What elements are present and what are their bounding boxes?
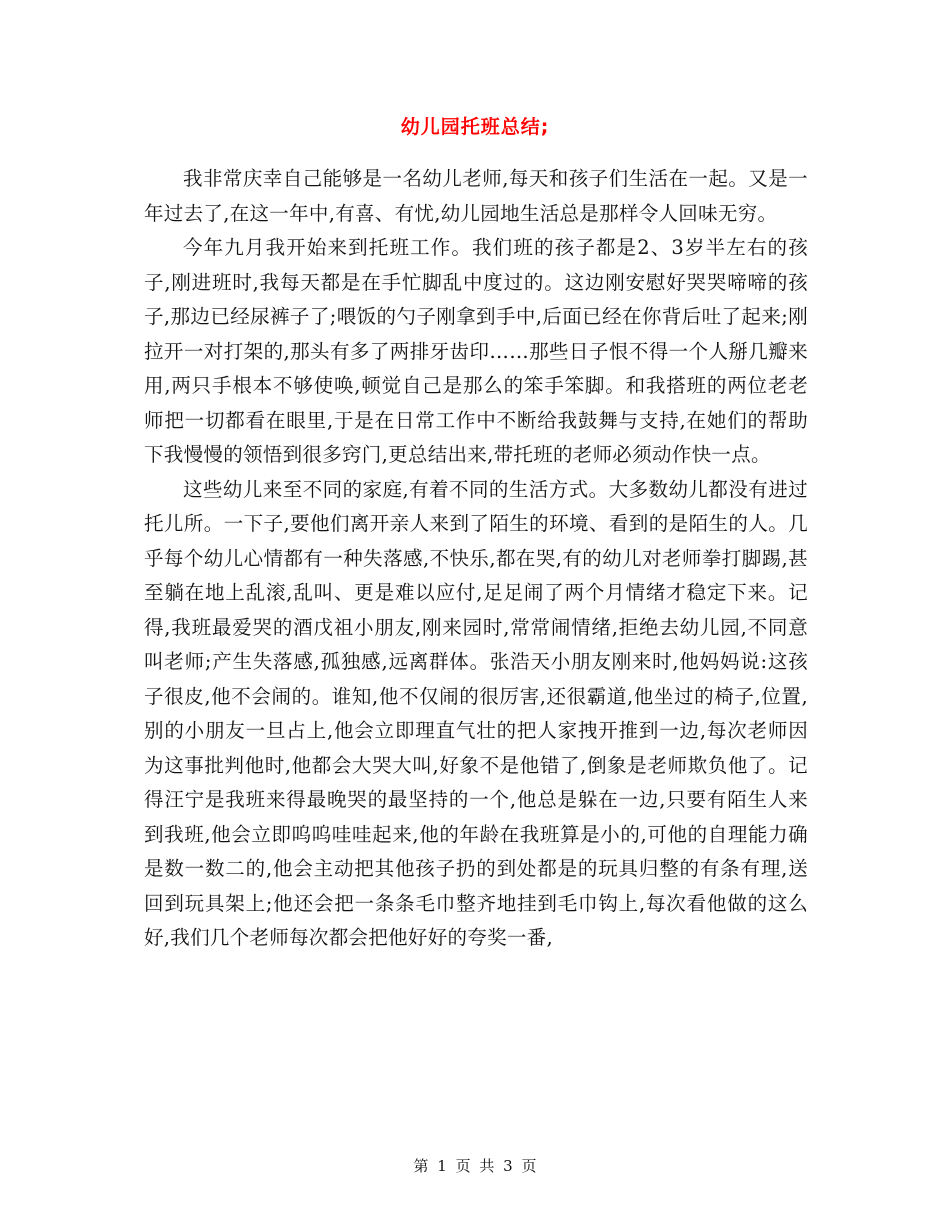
paragraph-3: 这些幼儿来至不同的家庭,有着不同的生活方式。大多数幼儿都没有进过托儿所。一下子,要他们离开亲人来到了陌生的环境、看到的是陌生的人。几乎每个幼儿心情都有一种失落感,不快乐,都在哭,有的幼儿对老师拳打脚踢,甚至躺在地上乱滚,乱叫、更是难以应付,足足闹了两个月情绪才稳定下来。记得,我班最爱哭的酒戊祖小朋友,刚来园时,常常闹情绪,拒绝去幼儿园,不同意叫老师;产生失落感,孤独感,远离群体。张浩天小朋友刚来时,他妈妈说:这孩子很皮,他不会闹的。谁知,他不仅闹的很厉害,还很霸道,他坐过的椅子,位置,别的小朋友一旦占上,他会立即理直气壮的把人家拽开推到一边,每次老师因为这事批判他时,他都会大哭大叫,好象不是他错了,倒象是老师欺负他了。记得汪宁是我班来得最晚哭的最坚持的一个,他总是躲在一边,只要有陌生人来到我班,他会立即呜呜哇哇起来,他的年龄在我班算是小的,可他的自理能力确是数一数二的,他会主动把其他孩子扔的到处都是的玩具归整的有条有理,送回到玩具架上;他还会把一条条毛巾整齐地挂到毛巾钩上,每次看他做的这么好,我们几个老师每次都会把他好好的夸奖一番, (144, 477, 808, 949)
document-body (144, 162, 808, 956)
document-title: 幼儿园托班总结; (400, 116, 550, 138)
page-footer: 第 1 页 共 3 页 (413, 1157, 537, 1175)
paragraph-2: 今年九月我开始来到托班工作。我们班的孩子都是2、3岁半左右的孩子,刚进班时,我每天都是在手忙脚乱中度过的。这边刚安慰好哭哭啼啼的孩子,那边已经尿裤子了;喂饭的勺子刚拿到手中,后面已经在你背后吐了起来;刚拉开一对打架的,那头有多了两排牙齿印……那些日子恨不得一个人掰几瓣来用,两只手根本不够使唤,顿觉自己是那么的笨手笨脚。和我搭班的两位老老师把一切都看在眼里,于是在日常工作中不断给我鼓舞与支持,在她们的帮助下我慢慢的领悟到很多窍门,更总结出来,带托班的老师必须动作快一点。 (144, 236, 808, 466)
paragraph-1: 我非常庆幸自己能够是一名幼儿老师,每天和孩子们生活在一起。又是一年过去了,在这一年中,有喜、有忧,幼儿园地生活总是那样令人回味无穷。 (144, 167, 808, 225)
